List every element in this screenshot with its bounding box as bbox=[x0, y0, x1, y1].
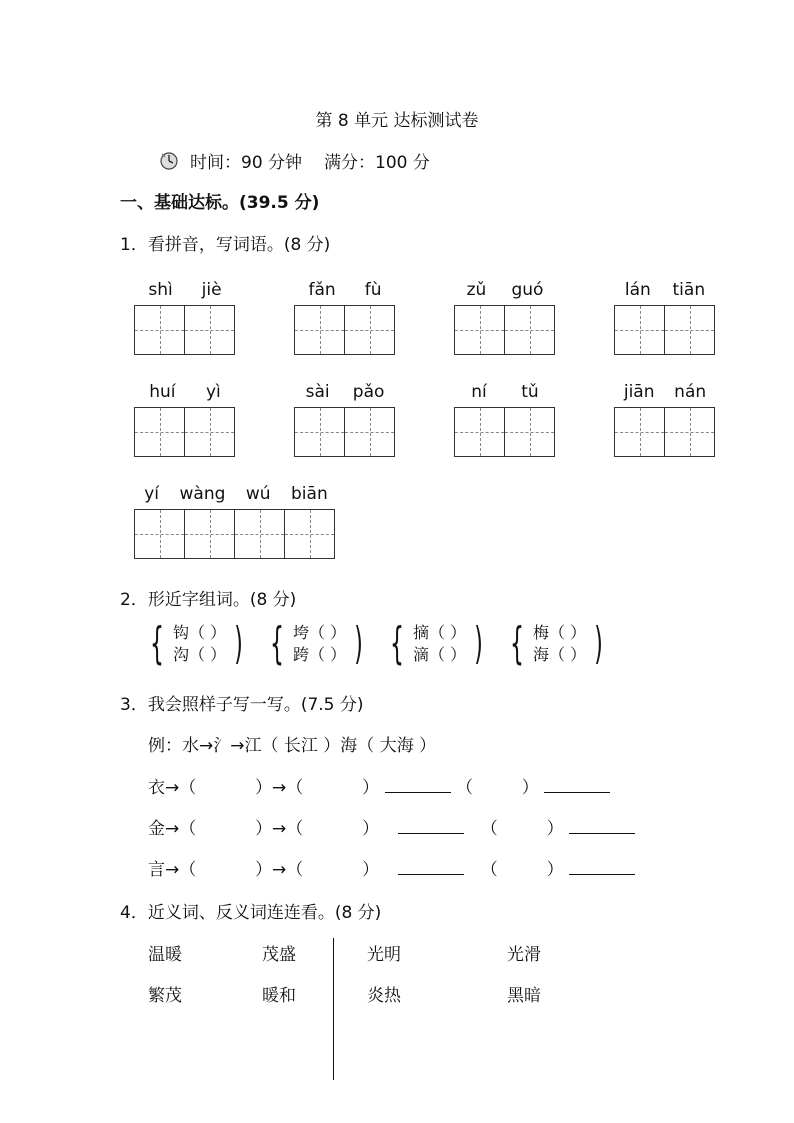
pinyin-group bbox=[294, 382, 396, 402]
similar-char-pair bbox=[383, 618, 487, 669]
pinyin-syllable: fǎn bbox=[308, 280, 336, 300]
pinyin-syllable: tiān bbox=[672, 280, 706, 300]
pinyin-syllable: jiè bbox=[201, 280, 222, 300]
left-brace: { bbox=[150, 618, 164, 669]
pinyin-group bbox=[454, 382, 556, 402]
pinyin-syllable: sài bbox=[305, 382, 330, 402]
writing-cell[interactable] bbox=[665, 305, 715, 355]
antonym-word[interactable]: 黑暗 bbox=[507, 986, 541, 1006]
paren-open: （ bbox=[480, 819, 498, 839]
answer-blank[interactable] bbox=[398, 819, 464, 834]
column-divider bbox=[333, 938, 334, 1080]
pinyin-syllable: huí bbox=[149, 382, 176, 402]
pinyin-syllable: tǔ bbox=[521, 382, 539, 402]
right-paren: ) bbox=[474, 618, 483, 669]
synonym-word[interactable]: 暖和 bbox=[262, 986, 296, 1006]
radical-head: 金→（ bbox=[148, 819, 197, 839]
tianzige-grid[interactable] bbox=[454, 407, 555, 457]
similar-char-pair bbox=[143, 618, 247, 669]
pinyin-syllable: lán bbox=[624, 280, 651, 300]
paren-close: ） bbox=[521, 778, 539, 798]
pinyin-group bbox=[614, 382, 716, 402]
question-1-prompt: 1．看拼音，写词语。(8 分) bbox=[120, 235, 331, 255]
paren-close: ） bbox=[546, 819, 564, 839]
writing-cell[interactable] bbox=[455, 305, 505, 355]
page-title: 第 8 单元 达标测试卷 bbox=[315, 111, 479, 131]
radical-tail: ） bbox=[362, 819, 380, 839]
writing-cell[interactable] bbox=[185, 305, 235, 355]
char-word-blank[interactable]: 梅（ ） bbox=[533, 623, 587, 642]
radical-mid: ）→（ bbox=[255, 860, 304, 880]
pinyin-syllable: fù bbox=[364, 280, 382, 300]
radical-tail: ） bbox=[362, 860, 380, 880]
pinyin-syllable: jiān bbox=[623, 382, 655, 402]
radical-row bbox=[148, 773, 610, 798]
writing-cell[interactable] bbox=[185, 407, 235, 457]
char-word-blank[interactable]: 跨（ ） bbox=[293, 645, 347, 664]
writing-cell[interactable] bbox=[135, 305, 185, 355]
radical-tail: ） bbox=[362, 778, 380, 798]
char-word-blank[interactable]: 滴（ ） bbox=[413, 645, 467, 664]
exam-meta bbox=[158, 148, 430, 173]
pinyin-group bbox=[294, 280, 396, 300]
char-word-blank[interactable]: 海（ ） bbox=[533, 645, 587, 664]
pinyin-syllable: yì bbox=[205, 382, 221, 402]
tianzige-grid[interactable] bbox=[134, 305, 235, 355]
pinyin-group bbox=[134, 484, 338, 504]
radical-head: 言→（ bbox=[148, 860, 197, 880]
radical-mid: ）→（ bbox=[255, 819, 304, 839]
pinyin-syllable: wú bbox=[245, 484, 271, 504]
pinyin-syllable: shì bbox=[148, 280, 173, 300]
section-heading: 一、基础达标。(39.5 分) bbox=[120, 193, 320, 213]
right-paren: ) bbox=[234, 618, 243, 669]
pinyin-syllable: pǎo bbox=[352, 382, 385, 402]
pinyin-syllable: wàng bbox=[179, 484, 226, 504]
char-word-blank[interactable]: 摘（ ） bbox=[413, 623, 467, 642]
answer-blank[interactable] bbox=[385, 778, 451, 793]
writing-cell[interactable] bbox=[345, 305, 395, 355]
radical-head: 衣→（ bbox=[148, 778, 197, 798]
similar-char-pair bbox=[503, 618, 607, 669]
tianzige-grid[interactable] bbox=[614, 407, 715, 457]
char-word-blank[interactable]: 沟（ ） bbox=[173, 645, 227, 664]
left-brace: { bbox=[510, 618, 524, 669]
writing-cell[interactable] bbox=[345, 407, 395, 457]
pinyin-syllable: biān bbox=[291, 484, 328, 504]
question-3-prompt: 3．我会照样子写一写。(7.5 分) bbox=[120, 695, 364, 715]
paren-close: ） bbox=[546, 860, 564, 880]
writing-cell[interactable] bbox=[135, 509, 185, 559]
right-paren: ) bbox=[354, 618, 363, 669]
synonym-word[interactable]: 繁茂 bbox=[148, 986, 182, 1006]
writing-cell[interactable] bbox=[665, 407, 715, 457]
synonym-word[interactable]: 温暖 bbox=[148, 945, 182, 965]
score-label: 满分：100 分 bbox=[324, 153, 430, 173]
answer-blank[interactable] bbox=[398, 860, 464, 875]
answer-blank[interactable] bbox=[569, 819, 635, 834]
writing-cell[interactable] bbox=[505, 407, 555, 457]
left-brace: { bbox=[270, 618, 284, 669]
writing-cell[interactable] bbox=[505, 305, 555, 355]
question-4-prompt: 4．近义词、反义词连连看。(8 分) bbox=[120, 903, 382, 923]
radical-row bbox=[148, 855, 635, 880]
pinyin-syllable: zǔ bbox=[466, 280, 487, 300]
tianzige-grid[interactable] bbox=[294, 305, 395, 355]
writing-cell[interactable] bbox=[285, 509, 335, 559]
example-line: 例：水→氵→江（ 长江 ）海（ 大海 ） bbox=[148, 736, 437, 756]
antonym-word[interactable]: 光明 bbox=[367, 945, 401, 965]
tianzige-grid[interactable] bbox=[134, 407, 235, 457]
clock-icon bbox=[158, 150, 180, 172]
pinyin-syllable: ní bbox=[471, 382, 487, 402]
writing-cell[interactable] bbox=[295, 407, 345, 457]
question-2-prompt: 2．形近字组词。(8 分) bbox=[120, 590, 297, 610]
pinyin-syllable: nán bbox=[674, 382, 707, 402]
right-paren: ) bbox=[594, 618, 603, 669]
antonym-word[interactable]: 炎热 bbox=[367, 986, 401, 1006]
pinyin-group bbox=[134, 382, 236, 402]
pinyin-group bbox=[614, 280, 716, 300]
writing-cell[interactable] bbox=[185, 509, 235, 559]
paren-open: （ bbox=[455, 778, 473, 798]
tianzige-grid[interactable] bbox=[134, 509, 335, 559]
writing-cell[interactable] bbox=[615, 305, 665, 355]
tianzige-grid[interactable] bbox=[614, 305, 715, 355]
left-brace: { bbox=[390, 618, 404, 669]
radical-row bbox=[148, 814, 635, 839]
tianzige-grid[interactable] bbox=[294, 407, 395, 457]
pinyin-group bbox=[454, 280, 556, 300]
char-word-blank[interactable]: 垮（ ） bbox=[293, 623, 347, 642]
time-label: 时间：90 分钟 bbox=[190, 153, 303, 173]
similar-char-pair bbox=[263, 618, 367, 669]
writing-cell[interactable] bbox=[295, 305, 345, 355]
synonym-word[interactable]: 茂盛 bbox=[262, 945, 296, 965]
pinyin-syllable: yí bbox=[144, 484, 160, 504]
writing-cell[interactable] bbox=[135, 407, 185, 457]
paren-open: （ bbox=[480, 860, 498, 880]
radical-mid: ）→（ bbox=[255, 778, 304, 798]
char-word-blank[interactable]: 钩（ ） bbox=[173, 623, 227, 642]
answer-blank[interactable] bbox=[569, 860, 635, 875]
pinyin-syllable: guó bbox=[511, 280, 544, 300]
writing-cell[interactable] bbox=[615, 407, 665, 457]
writing-cell[interactable] bbox=[235, 509, 285, 559]
answer-blank[interactable] bbox=[544, 778, 610, 793]
pinyin-group bbox=[134, 280, 236, 300]
tianzige-grid[interactable] bbox=[454, 305, 555, 355]
antonym-word[interactable]: 光滑 bbox=[507, 945, 541, 965]
writing-cell[interactable] bbox=[455, 407, 505, 457]
